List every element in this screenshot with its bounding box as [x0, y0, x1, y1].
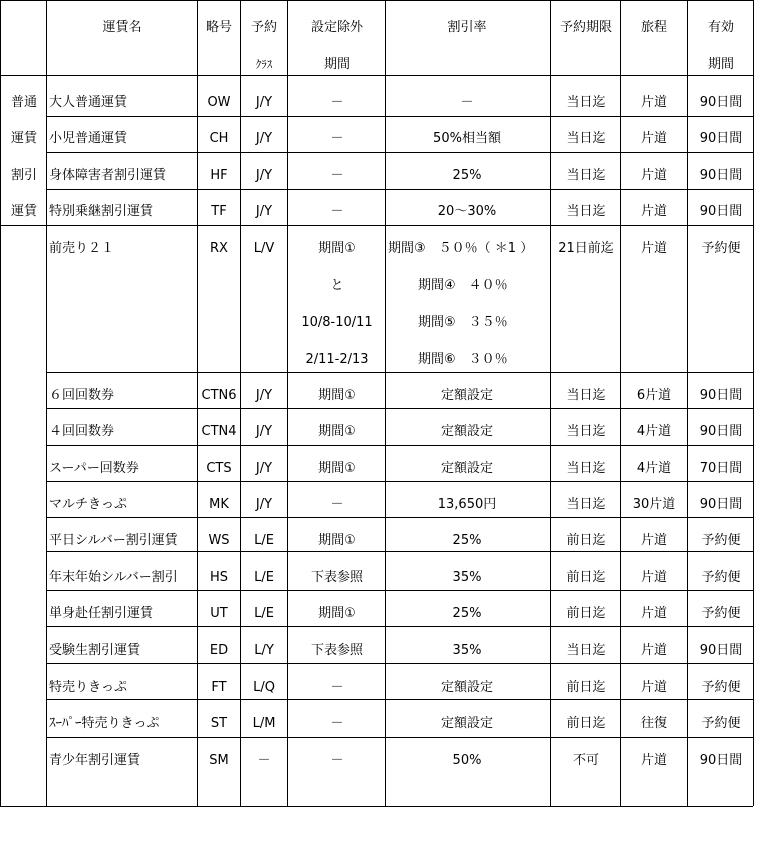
validity-cell: 予約便	[701, 680, 741, 695]
fare-code-cell: TF	[211, 204, 227, 219]
header-discount: 割引率	[447, 20, 487, 35]
category-line-4: 運賃	[10, 204, 38, 219]
fare-name-cell: 前売り２１	[49, 241, 115, 256]
booking-deadline-cell: 当日迄	[566, 497, 606, 512]
exclusion-period-cell: －	[330, 168, 344, 183]
fare-code-cell: CTN4	[201, 424, 237, 439]
booking-class-cell: J/Y	[255, 424, 273, 439]
fare-name-cell: ６回回数券	[49, 388, 115, 403]
fare-code-cell: RX	[210, 241, 228, 256]
fare-code-cell: ST	[210, 716, 228, 731]
booking-class-cell: J/Y	[255, 461, 273, 476]
booking-class-cell: L/E	[254, 533, 274, 548]
booking-class-cell: J/Y	[255, 95, 273, 110]
booking-deadline-cell: 当日迄	[566, 424, 606, 439]
header-class-bottom: ｸﾗｽ	[255, 58, 273, 71]
discount-rate-cell: 50%	[452, 753, 482, 768]
booking-deadline-cell: 当日迄	[566, 204, 606, 219]
grid-horizontal-line	[46, 551, 753, 552]
itinerary-cell: 片道	[640, 241, 668, 256]
discount-rate-cell: 20～30%	[437, 204, 497, 219]
discount-rate-cell: 定額設定	[440, 716, 494, 731]
fare-code-cell: WS	[208, 533, 230, 548]
header-booking-deadline: 予約期限	[559, 20, 613, 35]
itinerary-cell: 片道	[640, 643, 668, 658]
grid-horizontal-line	[46, 481, 753, 482]
booking-class-cell: L/M	[252, 716, 276, 731]
grid-vertical-line	[240, 0, 241, 806]
header-itinerary: 旅程	[640, 20, 668, 35]
booking-class-cell: J/Y	[255, 168, 273, 183]
booking-deadline-cell: 前日迄	[566, 606, 606, 621]
exclusion-period-cell: 下表参照	[310, 570, 364, 585]
grid-vertical-line	[0, 0, 1, 806]
exclusion-period-cell: 10/8-10/11	[301, 315, 373, 330]
grid-vertical-line	[197, 0, 198, 806]
itinerary-cell: 30片道	[632, 497, 676, 512]
fare-code-cell: CTS	[206, 461, 232, 476]
category-line-2: 運賃	[10, 131, 38, 146]
grid-horizontal-line	[46, 517, 753, 518]
grid-horizontal-line	[46, 590, 753, 591]
fare-name-cell: スーパー回数券	[49, 461, 139, 476]
booking-deadline-cell: 21日前迄	[558, 241, 614, 256]
grid-vertical-line	[753, 0, 754, 806]
discount-rate-cell: 定額設定	[440, 388, 494, 403]
booking-class-cell: J/Y	[255, 497, 273, 512]
header-code: 略号	[205, 20, 233, 35]
fare-name-cell: 平日シルバー割引運賃	[49, 533, 178, 548]
grid-horizontal-line	[46, 626, 753, 627]
booking-deadline-cell: 当日迄	[566, 95, 606, 110]
grid-vertical-line	[687, 0, 688, 806]
exclusion-period-cell: －	[330, 95, 344, 110]
itinerary-cell: 片道	[640, 680, 668, 695]
discount-rate-cell: 定額設定	[440, 461, 494, 476]
exclusion-period-cell: と	[330, 278, 344, 293]
header-class-top: 予約	[250, 20, 278, 35]
category-line-1: 普通	[10, 95, 38, 110]
discount-rate-cell: 定額設定	[440, 680, 494, 695]
grid-vertical-line	[385, 0, 386, 806]
exclusion-period-cell: －	[330, 497, 344, 512]
fare-name-cell: 大人普通運賃	[49, 95, 128, 110]
grid-horizontal-line	[0, 806, 46, 807]
validity-cell: 90日間	[699, 643, 743, 658]
grid-horizontal-line	[46, 116, 753, 117]
exclusion-period-cell: －	[330, 716, 344, 731]
booking-deadline-cell: 前日迄	[566, 680, 606, 695]
validity-cell: 予約便	[701, 241, 741, 256]
discount-rate-cell: 期間③ ５０％（ ＊1 ）	[388, 241, 534, 256]
grid-horizontal-line	[46, 189, 753, 190]
grid-horizontal-line	[46, 699, 753, 700]
discount-rate-cell: －	[460, 95, 474, 110]
fare-name-cell: ｽｰﾊﾟｰ特売りきっぷ	[49, 716, 160, 731]
itinerary-cell: 4片道	[636, 461, 672, 476]
booking-class-cell: L/Q	[253, 680, 275, 695]
itinerary-cell: 片道	[640, 570, 668, 585]
validity-cell: 90日間	[699, 753, 743, 768]
grid-vertical-line	[620, 0, 621, 806]
fare-name-cell: 小児普通運賃	[49, 131, 128, 146]
exclusion-period-cell: －	[330, 753, 344, 768]
fare-name-cell: 青少年割引運賃	[49, 753, 141, 768]
grid-horizontal-line	[46, 806, 753, 807]
fare-code-cell: CTN6	[201, 388, 237, 403]
itinerary-cell: 片道	[640, 533, 668, 548]
fare-code-cell: CH	[209, 131, 229, 146]
booking-class-cell: J/Y	[255, 204, 273, 219]
itinerary-cell: 片道	[640, 606, 668, 621]
validity-cell: 70日間	[699, 461, 743, 476]
discount-rate-cell: 35%	[452, 643, 482, 658]
validity-cell: 予約便	[701, 533, 741, 548]
booking-class-cell: J/Y	[255, 388, 273, 403]
header-exclusion-bottom: 期間	[323, 57, 351, 72]
discount-rate-cell: 期間④ ４０％	[418, 278, 508, 293]
booking-deadline-cell: 不可	[572, 753, 600, 768]
exclusion-period-cell: －	[330, 680, 344, 695]
itinerary-cell: 片道	[640, 131, 668, 146]
grid-vertical-line	[550, 0, 551, 806]
itinerary-cell: 片道	[640, 95, 668, 110]
validity-cell: 90日間	[699, 168, 743, 183]
fare-name-cell: マルチきっぷ	[49, 497, 128, 512]
validity-cell: 予約便	[701, 716, 741, 731]
validity-cell: 予約便	[701, 570, 741, 585]
grid-horizontal-line	[46, 152, 753, 153]
fare-name-cell: 年末年始シルバー割引	[49, 570, 178, 585]
grid-horizontal-line	[46, 663, 753, 664]
fare-code-cell: HF	[210, 168, 228, 183]
discount-rate-cell: 25%	[452, 168, 482, 183]
fare-code-cell: OW	[207, 95, 231, 110]
booking-class-cell: J/Y	[255, 131, 273, 146]
booking-deadline-cell: 前日迄	[566, 570, 606, 585]
itinerary-cell: 片道	[640, 204, 668, 219]
fare-name-cell: 身体障害者割引運賃	[49, 168, 167, 183]
discount-rate-cell: 25%	[452, 606, 482, 621]
discount-rate-cell: 25%	[452, 533, 482, 548]
exclusion-period-cell: 期間①	[318, 606, 356, 621]
discount-rate-cell: 期間⑥ ３０％	[418, 352, 508, 367]
validity-cell: 90日間	[699, 131, 743, 146]
exclusion-period-cell: 期間①	[318, 241, 356, 256]
fare-code-cell: SM	[209, 753, 229, 768]
fare-code-cell: ED	[209, 643, 229, 658]
grid-horizontal-line	[0, 0, 753, 1]
fare-name-cell: 単身赴任割引運賃	[49, 606, 154, 621]
booking-deadline-cell: 当日迄	[566, 461, 606, 476]
fare-code-cell: FT	[211, 680, 227, 695]
validity-cell: 90日間	[699, 388, 743, 403]
exclusion-period-cell: －	[330, 131, 344, 146]
booking-deadline-cell: 前日迄	[566, 716, 606, 731]
fare-code-cell: HS	[209, 570, 229, 585]
header-valid-top: 有効	[707, 20, 735, 35]
discount-rate-cell: 35%	[452, 570, 482, 585]
fare-name-cell: 特売りきっぷ	[49, 680, 128, 695]
booking-deadline-cell: 当日迄	[566, 168, 606, 183]
booking-deadline-cell: 当日迄	[566, 131, 606, 146]
grid-horizontal-line	[0, 225, 753, 226]
category-line-3: 割引	[10, 168, 38, 183]
itinerary-cell: 6片道	[636, 388, 672, 403]
fare-name-cell: 特別乗継割引運賃	[49, 204, 154, 219]
itinerary-cell: 4片道	[636, 424, 672, 439]
header-fare-name: 運賃名	[102, 20, 142, 35]
booking-class-cell: L/E	[254, 606, 274, 621]
header-valid-bottom: 期間	[707, 57, 735, 72]
exclusion-period-cell: 期間①	[318, 388, 356, 403]
validity-cell: 90日間	[699, 95, 743, 110]
grid-horizontal-line	[46, 372, 753, 373]
discount-rate-cell: 定額設定	[440, 424, 494, 439]
booking-class-cell: L/V	[253, 241, 275, 256]
fare-code-cell: UT	[210, 606, 228, 621]
exclusion-period-cell: 期間①	[318, 461, 356, 476]
discount-rate-cell: 50%相当額	[433, 131, 501, 146]
booking-deadline-cell: 前日迄	[566, 533, 606, 548]
booking-deadline-cell: 当日迄	[566, 643, 606, 658]
exclusion-period-cell: 下表参照	[310, 643, 364, 658]
exclusion-period-cell: 2/11-2/13	[305, 352, 369, 367]
grid-horizontal-line	[46, 408, 753, 409]
discount-rate-cell: 期間⑤ ３５％	[418, 315, 508, 330]
grid-horizontal-line	[46, 445, 753, 446]
grid-horizontal-line	[0, 75, 753, 76]
exclusion-period-cell: －	[330, 204, 344, 219]
booking-deadline-cell: 当日迄	[566, 388, 606, 403]
booking-class-cell: L/Y	[254, 643, 274, 658]
fare-name-cell: 受験生割引運賃	[49, 643, 141, 658]
itinerary-cell: 片道	[640, 168, 668, 183]
fare-name-cell: ４回回数券	[49, 424, 115, 439]
exclusion-period-cell: 期間①	[318, 533, 356, 548]
grid-vertical-line	[46, 0, 47, 806]
fare-code-cell: MK	[209, 497, 229, 512]
header-exclusion-top: 設定除外	[310, 20, 364, 35]
exclusion-period-cell: 期間①	[318, 424, 356, 439]
validity-cell: 90日間	[699, 204, 743, 219]
grid-vertical-line	[287, 0, 288, 806]
grid-horizontal-line	[46, 737, 753, 738]
itinerary-cell: 往復	[640, 716, 668, 731]
booking-class-cell: L/E	[254, 570, 274, 585]
validity-cell: 90日間	[699, 424, 743, 439]
validity-cell: 90日間	[699, 497, 743, 512]
itinerary-cell: 片道	[640, 753, 668, 768]
discount-rate-cell: 13,650円	[437, 497, 497, 512]
booking-class-cell: －	[257, 753, 271, 768]
validity-cell: 予約便	[701, 606, 741, 621]
